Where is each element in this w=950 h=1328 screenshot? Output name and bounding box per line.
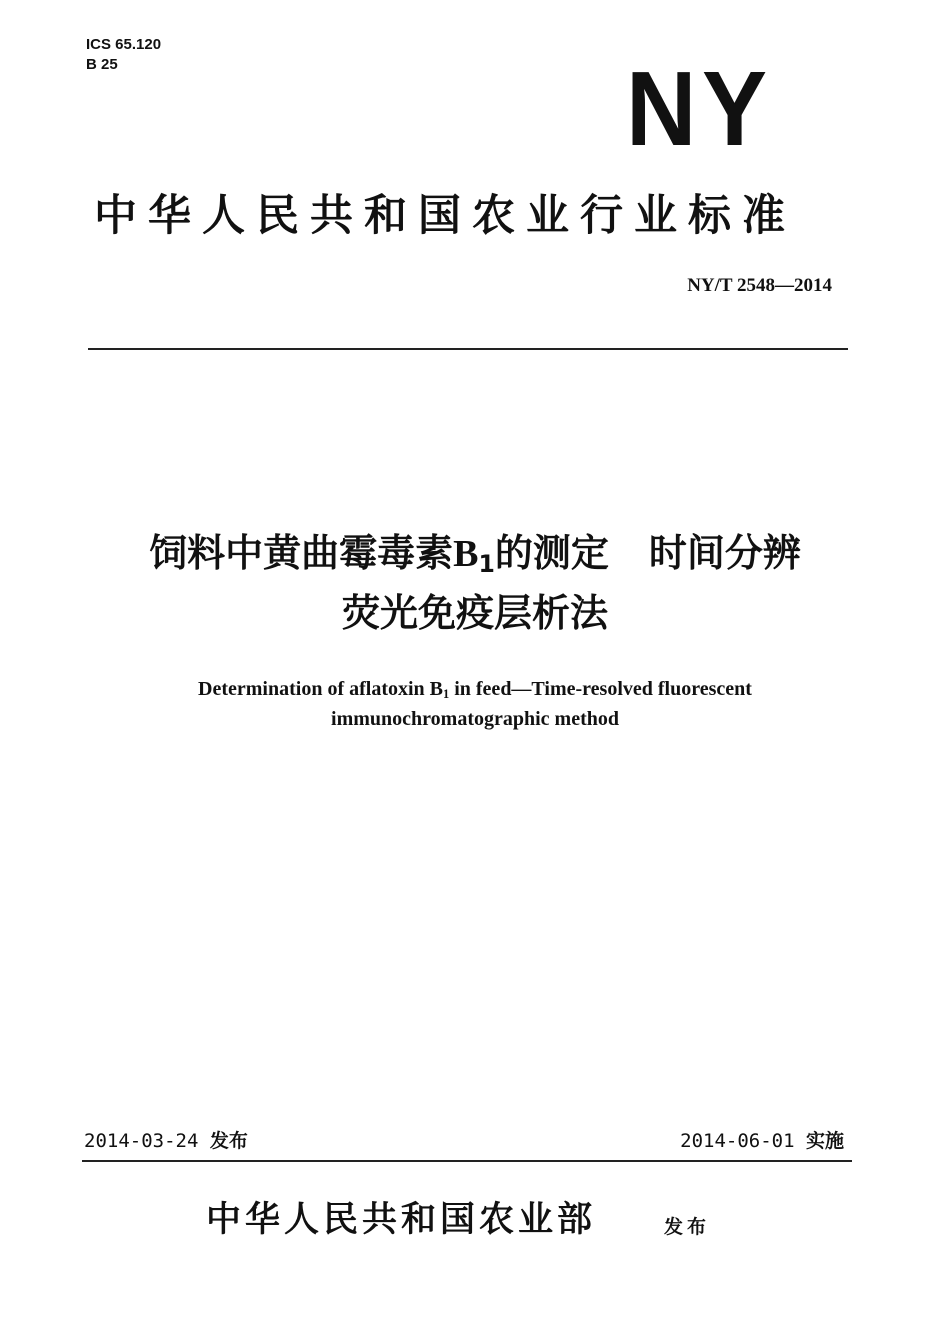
implementation-date: [680, 1128, 844, 1154]
title-zh-subscript: 1: [478, 549, 495, 578]
issue-label: 发布: [209, 1130, 248, 1152]
standard-category: 中华人民共和国农业行业标准: [94, 191, 796, 241]
implementation-date-value: 2014-06-01: [680, 1130, 795, 1152]
ics-code: ICS 65.120: [86, 36, 162, 53]
standard-code: NY/T 2548—2014: [687, 275, 832, 296]
bottom-divider: [82, 1160, 852, 1162]
implementation-label: 实施: [805, 1130, 844, 1152]
title-en-line2: immunochromatographic method: [331, 708, 619, 730]
issuer-action: 发布: [664, 1216, 711, 1238]
issue-date-value: 2014-03-24: [84, 1130, 199, 1152]
issue-date: [84, 1128, 248, 1154]
title-zh-line2: 荧光免疫层析法: [341, 591, 608, 635]
ccs-code: B 25: [86, 56, 118, 73]
title-en-line1-prefix: Determination of aflatoxin B: [198, 678, 444, 700]
title-zh-line1-prefix: 饲料中黄曲霉毒素: [149, 531, 454, 575]
title-zh-line1: [0, 528, 950, 589]
title-en-line1: [0, 676, 950, 707]
title-en-line1-suffix: in feed—Time-resolved fluorescent: [449, 678, 752, 700]
title-en-subscript: 1: [443, 687, 450, 702]
top-divider: [88, 348, 848, 350]
title-zh-line1-mid: 的测定: [494, 531, 609, 575]
ny-logo: NY: [626, 50, 773, 168]
title-zh-b: B: [453, 533, 479, 575]
title-zh-line1-suffix: 时间分辨: [648, 531, 801, 575]
issuer-name: 中华人民共和国农业部: [206, 1200, 597, 1240]
